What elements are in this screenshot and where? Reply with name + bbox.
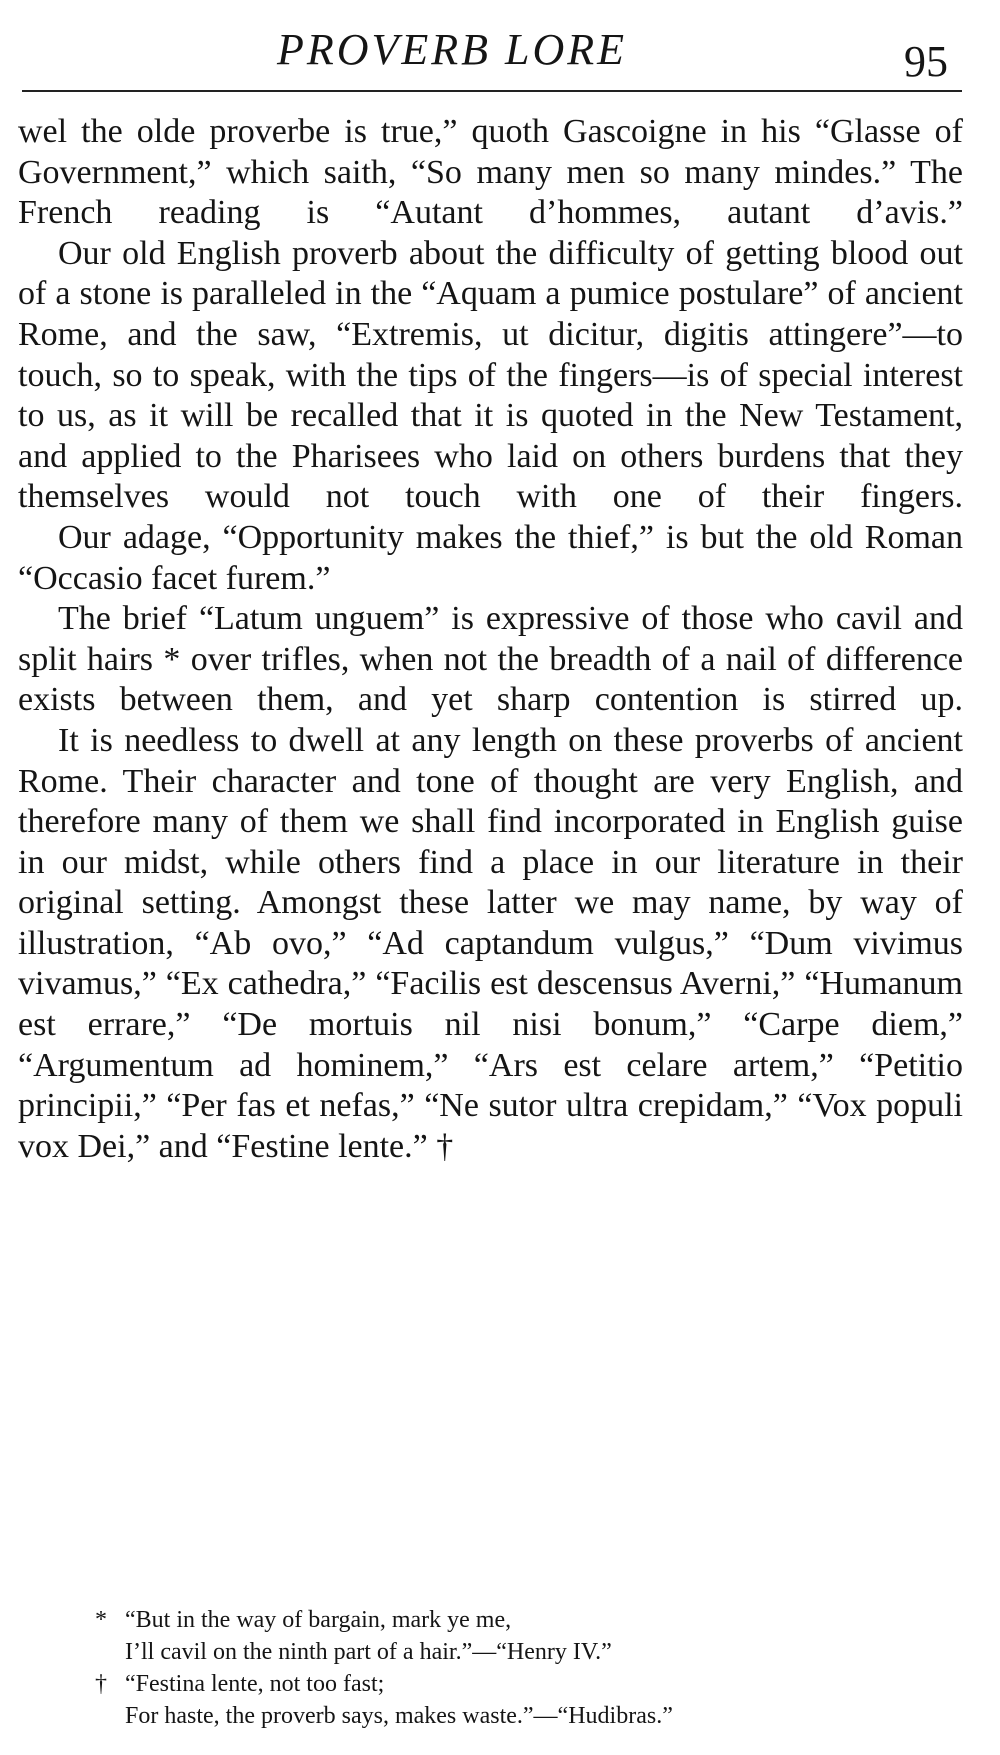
page-number: 95 <box>904 37 948 86</box>
paragraph: wel the olde proverbe is true,” quoth Gascoigne in his “Glasse of Government,” which saith, “So many men so many mindes.” The French reading is “Autant d’hommes, autant d’avis.” <box>18 113 963 232</box>
footnote <box>95 1604 935 1668</box>
footnote-body <box>125 1604 935 1668</box>
body-text <box>18 112 963 1167</box>
paragraph: The brief “Latum unguem” is expressive of those who cavil and split hairs * over trifles, when not the breadth of a nail of difference exists between them, and yet sharp contention is stirred up. <box>18 600 963 719</box>
paragraph: Our adage, “Opportunity makes the thief,” is but the old Roman “Occasio facet furem.” <box>18 518 963 597</box>
footnote-line: “But in the way of bargain, mark ye me, <box>125 1607 512 1633</box>
paragraph: It is needless to dwell at any length on these proverbs of ancient Rome. Their character and tone of thought are very English, and therefore many of them we shall find incorporated in English guise in our midst, while others find a place in our literature in their original setting. Amongst these latter we may name, by way of illustration, “Ab ovo,” “Ad captandum vulgus,” “Dum vivimus vivamus,” “Ex cathedra,” “Facilis est descensus Averni,” “Humanum est errare,” “De mortuis nil nisi bonum,” “Carpe diem,” “Argumentum ad hominem,” “Ars est celare artem,” “Petitio principii,” “Per fas et nefas,” “Ne sutor ultra crepidam,” “Vox populi vox Dei,” and “Festine lente.” † <box>18 721 963 1165</box>
footnote <box>95 1668 935 1732</box>
footnotes <box>95 1604 935 1732</box>
running-head <box>22 14 962 92</box>
footnote-line: I’ll cavil on the ninth part of a hair.”—“Henry IV.” <box>125 1639 612 1665</box>
page-title: PROVERB LORE <box>277 25 628 74</box>
paragraph: Our old English proverb about the difficulty of getting blood out of a stone is paralleled in the “Aquam a pumice postulare” of ancient Rome, and the saw, “Extremis, ut dicitur, digitis attingere”—to touch, so to speak, with the tips of the fingers—is of special interest to us, as it will be recalled that it is quoted in the New Testament, and applied to the Pharisees who laid on others burdens that they themselves would not touch with one of their fingers. <box>18 234 963 516</box>
footnote-mark: † <box>95 1671 107 1697</box>
footnote-mark: * <box>95 1607 107 1633</box>
footnote-body <box>125 1668 935 1732</box>
footnote-line: “Festina lente, not too fast; <box>125 1671 385 1697</box>
footnote-line: For haste, the proverb says, makes waste.”—“Hudibras.” <box>125 1703 673 1729</box>
